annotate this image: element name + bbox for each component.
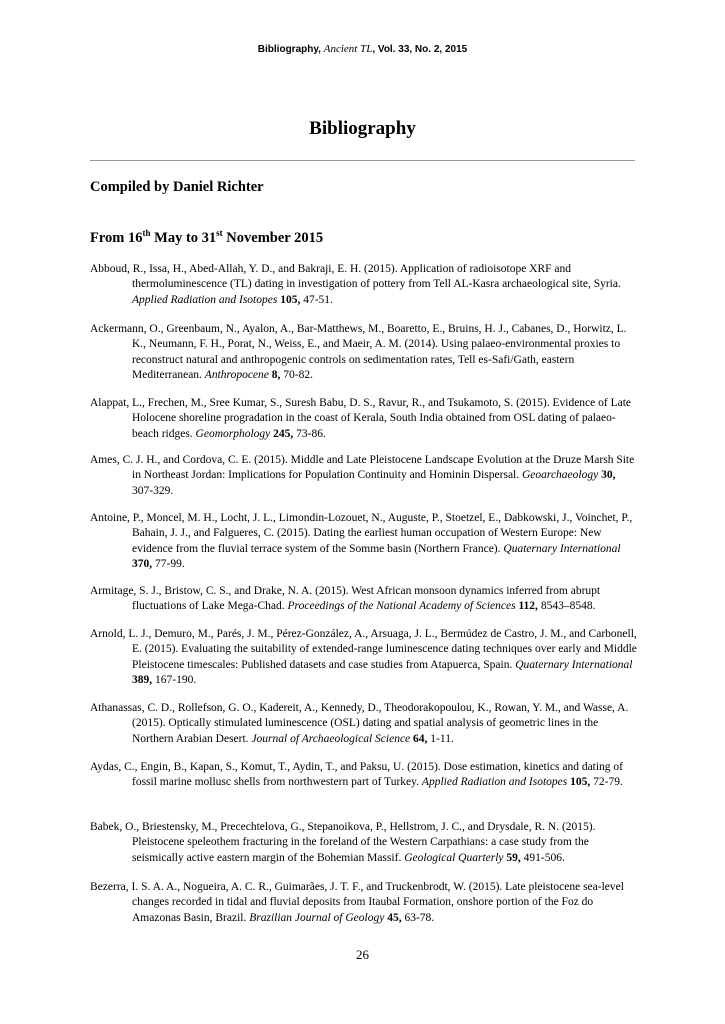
- reference-entry: [90, 627, 638, 688]
- reference-volume: 105,: [280, 293, 301, 306]
- page-title: Bibliography: [309, 118, 416, 139]
- compiler-line: Compiled by Daniel Richter: [90, 179, 264, 195]
- reference-journal: Applied Radiation and Isotopes: [421, 776, 568, 789]
- date-range-heading: [90, 230, 323, 247]
- reference-text: Babek, O., Briestensky, M., Precechtelova, G., Stepanoikova, P., Hellstrom, J. C., and Drysdale, R. N. (2015). Pleistocene speleothem fracturing in the foreland of the Western Carpathians: a case study from the seismically active eastern margin of the Bohemian Massif.: [90, 821, 596, 864]
- reference-journal: Quaternary International: [503, 542, 621, 555]
- reference-entry: [90, 453, 638, 499]
- reference-entry: [90, 262, 638, 308]
- reference-volume: 8,: [271, 368, 281, 381]
- reference-volume: 30,: [601, 469, 616, 482]
- reference-entry: [90, 880, 638, 926]
- reference-volume: 64,: [413, 732, 428, 745]
- reference-entry: [90, 322, 638, 383]
- reference-volume: 245,: [273, 427, 294, 440]
- reference-entry: [90, 396, 638, 442]
- running-head-volume: , Vol. 33, No. 2, 2015: [372, 44, 468, 55]
- reference-volume: 112,: [518, 600, 538, 613]
- reference-pages: 72-79.: [590, 776, 623, 789]
- reference-volume: 105,: [570, 776, 591, 789]
- reference-pages: 8543–8548.: [537, 600, 596, 613]
- reference-pages: 77-99.: [152, 557, 185, 570]
- reference-journal: Geomorphology: [195, 427, 271, 440]
- running-head-journal: Ancient TL: [323, 43, 373, 55]
- reference-volume: 370,: [132, 557, 153, 570]
- range-sup-end: st: [216, 228, 223, 238]
- reference-pages: 47-51.: [300, 293, 333, 306]
- reference-journal: Journal of Archaeological Science: [251, 732, 411, 745]
- reference-text: Armitage, S. J., Bristow, C. S., and Drake, N. A. (2015). West African monsoon dynamics inferred from abrupt fluctuations of Lake Mega-Chad.: [90, 585, 601, 613]
- reference-journal: Quaternary International: [515, 658, 633, 671]
- reference-text: Antoine, P., Moncel, M. H., Locht, J. L., Limondin-Lozouet, N., Auguste, P., Stoetzel, E., Dabkowski, J., Voinchet, P., Bahain, J. J., and Falgueres, C. (2015). Dating the earliest human occupation of Western Europe: New evidence from the fluvial terrace system of the Somme basin (Northern France).: [90, 512, 633, 555]
- reference-text: Ackermann, O., Greenbaum, N., Ayalon, A., Bar-Matthews, M., Boaretto, E., Bruins, H. J., Cabanes, D., Horwitz, L. K., Neumann, F. H., Porat, N., Weiss, E., and Maeir, A. M. (2014). Using palaeo-environmental proxies to reconstruct natural and anthropogenic controls on sedimentation rates, Tell es-Safi/Gath, eastern Mediterranean.: [90, 323, 627, 381]
- reference-text: Aydas, C., Engin, B., Kapan, S., Komut, T., Aydin, T., and Paksu, U. (2015). Dose estimation, kinetics and dating of fossil marine mollusc shells from northwestern part of Turkey.: [90, 761, 624, 789]
- reference-journal: Geological Quarterly: [404, 851, 504, 864]
- reference-volume: 389,: [132, 673, 153, 686]
- reference-text: Athanassas, C. D., Rollefson, G. O., Kadereit, A., Kennedy, D., Theodorakopoulou, K., Rowan, Y. M., and Wasse, A. (2015). Optically stimulated luminescence (OSL) dating and spatial analysis of geometric lines in the Northern Arabian Desert.: [90, 702, 629, 745]
- reference-entry: [90, 511, 638, 572]
- reference-journal: Anthropocene: [204, 368, 269, 381]
- reference-volume: 59,: [506, 851, 521, 864]
- running-head: [0, 43, 725, 55]
- reference-pages: 1-11.: [427, 732, 454, 745]
- reference-pages: 73-86.: [293, 427, 326, 440]
- reference-pages: 491-506.: [520, 851, 565, 864]
- reference-entry: [90, 584, 638, 615]
- reference-volume: 45,: [387, 911, 402, 924]
- reference-text: Abboud, R., Issa, H., Abed-Allah, Y. D., and Bakraji, E. H. (2015). Application of radioisotope XRF and thermoluminescence (TL) dating in investigation of pottery from Tell AL-Kasra archaeological site, Syria.: [90, 263, 621, 291]
- reference-journal: Proceedings of the National Academy of Sciences: [287, 600, 516, 613]
- range-sup-start: th: [142, 228, 151, 238]
- page-number: 26: [356, 947, 369, 962]
- reference-entry: [90, 760, 638, 791]
- reference-journal: Applied Radiation and Isotopes: [132, 293, 278, 306]
- reference-journal: Geoarchaeology: [522, 469, 599, 482]
- reference-entry: [90, 820, 638, 866]
- reference-journal: Brazilian Journal of Geology: [249, 911, 385, 924]
- reference-pages: 63-78.: [401, 911, 435, 924]
- reference-pages: 167-190.: [152, 673, 197, 686]
- title-divider: [90, 160, 635, 161]
- range-middle: May to 31: [150, 230, 217, 246]
- range-prefix: From 16: [90, 230, 143, 246]
- reference-entry: [90, 701, 638, 747]
- reference-text: Bezerra, I. S. A. A., Nogueira, A. C. R., Guimarães, J. T. F., and Truckenbrodt, W. (2015). Late pleistocene sea-level changes recorded in tidal and fluvial deposits from Itaubal Formation, onshore portion of the Foz do Amazonas Basin, Brazil.: [90, 881, 624, 924]
- reference-text: Ames, C. J. H., and Cordova, C. E. (2015). Middle and Late Pleistocene Landscape Evolution at the Druze Marsh Site in Northeast Jordan: Implications for Population Continuity and Hominin Dispersal.: [90, 454, 635, 482]
- running-head-text: Bibliography,: [257, 44, 324, 55]
- reference-text: Alappat, L., Frechen, M., Sree Kumar, S., Suresh Babu, D. S., Ravur, R., and Tsukamoto, S. (2015). Evidence of Late Holocene shoreline progradation in the coast of Kerala, South India obtained from OSL dating of palaeo-beach ridges.: [90, 397, 632, 440]
- range-suffix: November 2015: [222, 230, 324, 246]
- reference-text: Arnold, L. J., Demuro, M., Parés, J. M., Pérez-González, A., Arsuaga, J. L., Bermúdez de Castro, J. M., and Carbonell, E. (2015). Evaluating the suitability of extended-range luminescence dating techniques over early and Middle Pleistocene timescales: Published datasets and case studies from Atapuerca, Spain.: [90, 628, 637, 671]
- reference-pages: 307-329.: [132, 484, 174, 497]
- reference-pages: 70-82.: [280, 368, 313, 381]
